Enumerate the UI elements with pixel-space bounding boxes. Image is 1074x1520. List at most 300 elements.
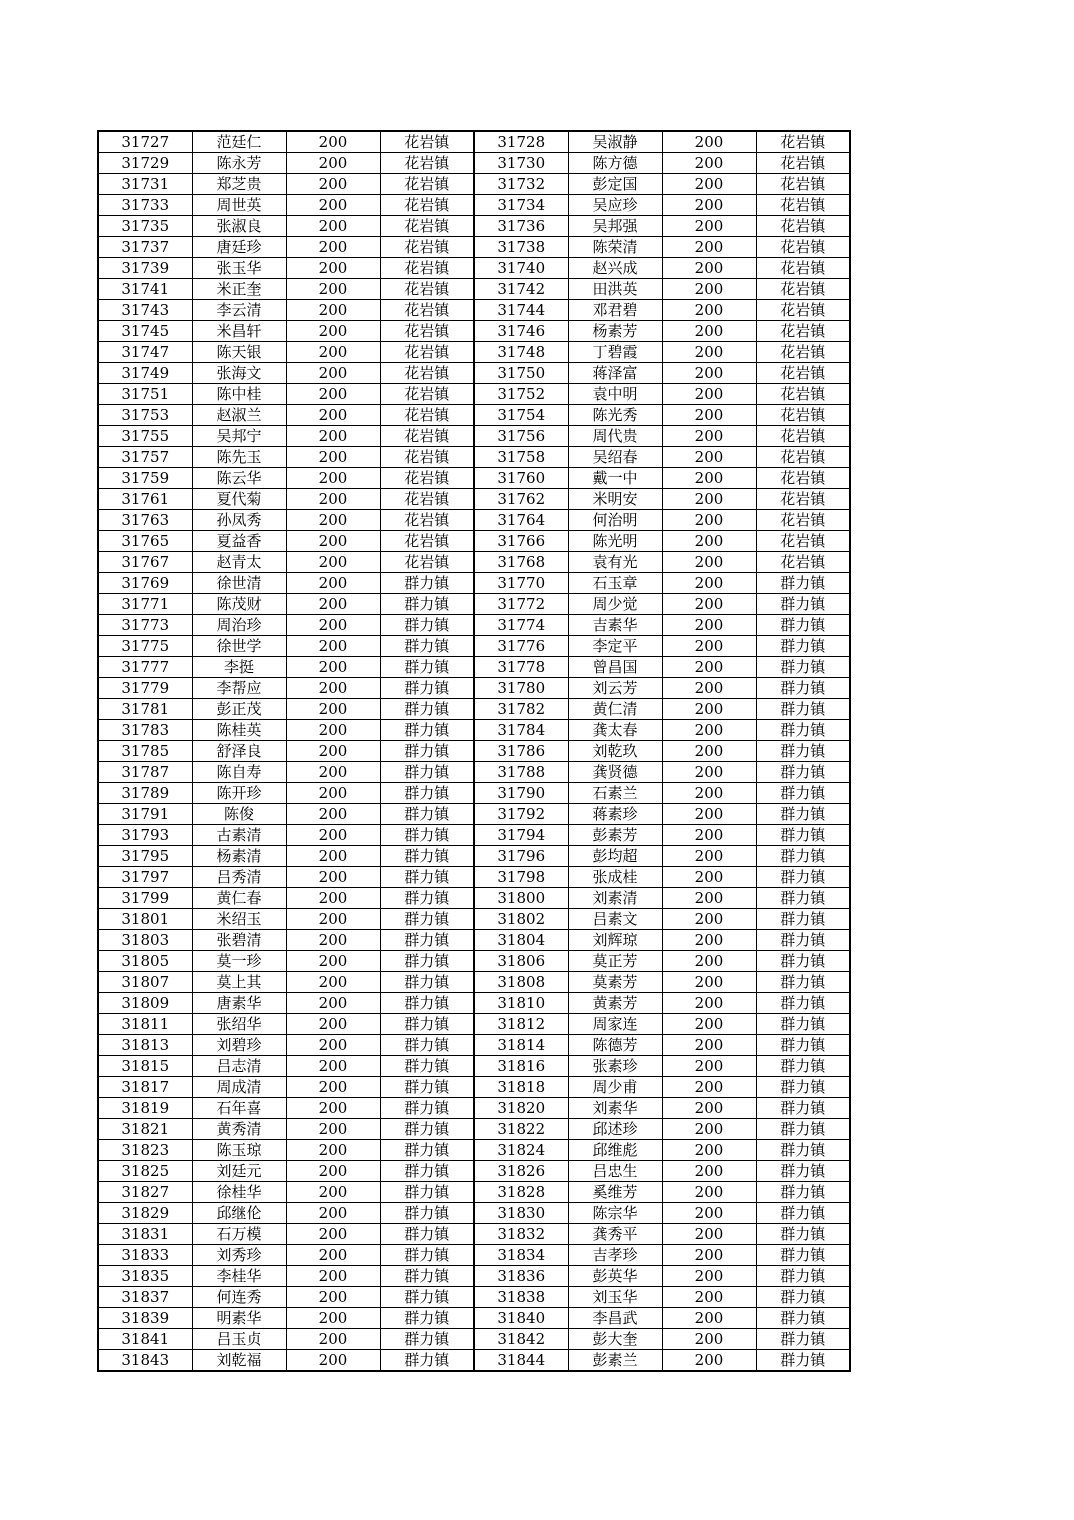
name-cell: 徐世清: [192, 573, 286, 594]
name-cell: 陈桂英: [192, 720, 286, 741]
table-row: [98, 216, 850, 237]
name-cell: 龚秀平: [568, 1224, 662, 1245]
amount-cell: 200: [286, 783, 380, 804]
id-cell: 31837: [98, 1287, 192, 1308]
town-cell: 群力镇: [756, 825, 850, 846]
town-cell: 花岩镇: [756, 363, 850, 384]
id-cell: 31748: [474, 342, 568, 363]
amount-cell: 200: [286, 1035, 380, 1056]
name-cell: 郑芝贵: [192, 174, 286, 195]
table-row: [98, 279, 850, 300]
name-cell: 陈永芳: [192, 153, 286, 174]
town-cell: 群力镇: [756, 846, 850, 867]
name-cell: 刘云芳: [568, 678, 662, 699]
name-cell: 何连秀: [192, 1287, 286, 1308]
id-cell: 31776: [474, 636, 568, 657]
town-cell: 群力镇: [380, 825, 474, 846]
table-row: [98, 468, 850, 489]
amount-cell: 200: [286, 1350, 380, 1372]
id-cell: 31752: [474, 384, 568, 405]
id-cell: 31766: [474, 531, 568, 552]
town-cell: 群力镇: [756, 699, 850, 720]
town-cell: 群力镇: [756, 888, 850, 909]
table-row: [98, 405, 850, 426]
amount-cell: 200: [286, 405, 380, 426]
name-cell: 舒泽良: [192, 741, 286, 762]
amount-cell: 200: [286, 531, 380, 552]
id-cell: 31838: [474, 1287, 568, 1308]
id-cell: 31731: [98, 174, 192, 195]
id-cell: 31736: [474, 216, 568, 237]
amount-cell: 200: [662, 741, 756, 762]
town-cell: 群力镇: [380, 720, 474, 741]
id-cell: 31805: [98, 951, 192, 972]
table-row: [98, 258, 850, 279]
town-cell: 花岩镇: [756, 384, 850, 405]
table-row: [98, 594, 850, 615]
id-cell: 31810: [474, 993, 568, 1014]
amount-cell: 200: [286, 1098, 380, 1119]
town-cell: 群力镇: [380, 1098, 474, 1119]
name-cell: 李帮应: [192, 678, 286, 699]
town-cell: 花岩镇: [380, 279, 474, 300]
id-cell: 31817: [98, 1077, 192, 1098]
table-row: [98, 321, 850, 342]
id-cell: 31735: [98, 216, 192, 237]
table-row: [98, 363, 850, 384]
town-cell: 花岩镇: [380, 531, 474, 552]
town-cell: 群力镇: [756, 951, 850, 972]
name-cell: 吉孝珍: [568, 1245, 662, 1266]
town-cell: 群力镇: [756, 1350, 850, 1372]
name-cell: 夏益香: [192, 531, 286, 552]
id-cell: 31730: [474, 153, 568, 174]
amount-cell: 200: [662, 804, 756, 825]
amount-cell: 200: [662, 783, 756, 804]
amount-cell: 200: [286, 1140, 380, 1161]
amount-cell: 200: [662, 552, 756, 573]
name-cell: 李桂华: [192, 1266, 286, 1287]
town-cell: 群力镇: [756, 741, 850, 762]
amount-cell: 200: [662, 1287, 756, 1308]
table-row: [98, 846, 850, 867]
town-cell: 群力镇: [380, 783, 474, 804]
id-cell: 31743: [98, 300, 192, 321]
amount-cell: 200: [662, 342, 756, 363]
table-row: [98, 741, 850, 762]
name-cell: 陈荣清: [568, 237, 662, 258]
amount-cell: 200: [286, 825, 380, 846]
id-cell: 31779: [98, 678, 192, 699]
table-row: [98, 573, 850, 594]
amount-cell: 200: [286, 174, 380, 195]
name-cell: 夏代菊: [192, 489, 286, 510]
name-cell: 张成桂: [568, 867, 662, 888]
name-cell: 陈方德: [568, 153, 662, 174]
name-cell: 周世英: [192, 195, 286, 216]
name-cell: 黄素芳: [568, 993, 662, 1014]
amount-cell: 200: [286, 909, 380, 930]
id-cell: 31782: [474, 699, 568, 720]
name-cell: 张碧清: [192, 930, 286, 951]
table-row: [98, 657, 850, 678]
town-cell: 群力镇: [756, 1203, 850, 1224]
town-cell: 群力镇: [756, 1098, 850, 1119]
town-cell: 花岩镇: [756, 237, 850, 258]
town-cell: 花岩镇: [380, 552, 474, 573]
id-cell: 31768: [474, 552, 568, 573]
name-cell: 陈光明: [568, 531, 662, 552]
id-cell: 31778: [474, 657, 568, 678]
amount-cell: 200: [286, 426, 380, 447]
town-cell: 群力镇: [756, 1308, 850, 1329]
id-cell: 31799: [98, 888, 192, 909]
amount-cell: 200: [662, 993, 756, 1014]
id-cell: 31818: [474, 1077, 568, 1098]
id-cell: 31833: [98, 1245, 192, 1266]
amount-cell: 200: [286, 468, 380, 489]
table-row: [98, 972, 850, 993]
name-cell: 陈宗华: [568, 1203, 662, 1224]
table-row: [98, 300, 850, 321]
amount-cell: 200: [662, 131, 756, 153]
town-cell: 群力镇: [380, 1161, 474, 1182]
table-row: [98, 1119, 850, 1140]
id-cell: 31777: [98, 657, 192, 678]
id-cell: 31780: [474, 678, 568, 699]
table-row: [98, 153, 850, 174]
amount-cell: 200: [286, 1266, 380, 1287]
town-cell: 群力镇: [756, 867, 850, 888]
table-row: [98, 1245, 850, 1266]
table-row: [98, 699, 850, 720]
id-cell: 31825: [98, 1161, 192, 1182]
name-cell: 徐世学: [192, 636, 286, 657]
town-cell: 群力镇: [380, 1056, 474, 1077]
name-cell: 刘廷元: [192, 1161, 286, 1182]
name-cell: 黄秀清: [192, 1119, 286, 1140]
name-cell: 陈光秀: [568, 405, 662, 426]
table-row: [98, 1224, 850, 1245]
table-row: [98, 131, 850, 153]
id-cell: 31775: [98, 636, 192, 657]
town-cell: 花岩镇: [380, 447, 474, 468]
town-cell: 花岩镇: [380, 489, 474, 510]
town-cell: 群力镇: [756, 762, 850, 783]
name-cell: 吴应珍: [568, 195, 662, 216]
town-cell: 群力镇: [380, 636, 474, 657]
table-row: [98, 1056, 850, 1077]
id-cell: 31820: [474, 1098, 568, 1119]
town-cell: 花岩镇: [756, 153, 850, 174]
table-row: [98, 720, 850, 741]
name-cell: 吕志清: [192, 1056, 286, 1077]
id-cell: 31823: [98, 1140, 192, 1161]
amount-cell: 200: [662, 1056, 756, 1077]
id-cell: 31783: [98, 720, 192, 741]
name-cell: 米正奎: [192, 279, 286, 300]
name-cell: 石年喜: [192, 1098, 286, 1119]
name-cell: 龚贤德: [568, 762, 662, 783]
town-cell: 群力镇: [380, 1182, 474, 1203]
name-cell: 范廷仁: [192, 131, 286, 153]
town-cell: 花岩镇: [380, 216, 474, 237]
id-cell: 31733: [98, 195, 192, 216]
amount-cell: 200: [662, 825, 756, 846]
table-row: [98, 1182, 850, 1203]
town-cell: 群力镇: [756, 1224, 850, 1245]
town-cell: 花岩镇: [380, 195, 474, 216]
id-cell: 31728: [474, 131, 568, 153]
town-cell: 群力镇: [756, 1182, 850, 1203]
name-cell: 周治珍: [192, 615, 286, 636]
name-cell: 黄仁清: [568, 699, 662, 720]
table-row: [98, 909, 850, 930]
table-row: [98, 1308, 850, 1329]
amount-cell: 200: [662, 867, 756, 888]
name-cell: 米明安: [568, 489, 662, 510]
table-row: [98, 342, 850, 363]
name-cell: 周家连: [568, 1014, 662, 1035]
amount-cell: 200: [662, 237, 756, 258]
name-cell: 吕秀清: [192, 867, 286, 888]
amount-cell: 200: [662, 1203, 756, 1224]
table-row: [98, 384, 850, 405]
amount-cell: 200: [286, 1308, 380, 1329]
table-row: [98, 1098, 850, 1119]
amount-cell: 200: [662, 1245, 756, 1266]
table-row: [98, 447, 850, 468]
name-cell: 刘秀珍: [192, 1245, 286, 1266]
town-cell: 群力镇: [380, 1308, 474, 1329]
id-cell: 31811: [98, 1014, 192, 1035]
id-cell: 31844: [474, 1350, 568, 1372]
name-cell: 张绍华: [192, 1014, 286, 1035]
id-cell: 31792: [474, 804, 568, 825]
table-row: [98, 1203, 850, 1224]
amount-cell: 200: [286, 1056, 380, 1077]
roster-table: [97, 130, 851, 1372]
name-cell: 吕忠生: [568, 1161, 662, 1182]
amount-cell: 200: [662, 1140, 756, 1161]
town-cell: 群力镇: [380, 1035, 474, 1056]
amount-cell: 200: [286, 678, 380, 699]
id-cell: 31742: [474, 279, 568, 300]
name-cell: 刘乾福: [192, 1350, 286, 1372]
amount-cell: 200: [286, 615, 380, 636]
id-cell: 31751: [98, 384, 192, 405]
table-row: [98, 930, 850, 951]
name-cell: 彭英华: [568, 1266, 662, 1287]
id-cell: 31744: [474, 300, 568, 321]
id-cell: 31839: [98, 1308, 192, 1329]
name-cell: 赵青太: [192, 552, 286, 573]
town-cell: 群力镇: [756, 1266, 850, 1287]
id-cell: 31759: [98, 468, 192, 489]
name-cell: 石万模: [192, 1224, 286, 1245]
name-cell: 莫一珍: [192, 951, 286, 972]
table-row: [98, 678, 850, 699]
id-cell: 31843: [98, 1350, 192, 1372]
id-cell: 31808: [474, 972, 568, 993]
table-row: [98, 489, 850, 510]
amount-cell: 200: [662, 1329, 756, 1350]
amount-cell: 200: [662, 678, 756, 699]
name-cell: 邱述珍: [568, 1119, 662, 1140]
amount-cell: 200: [662, 594, 756, 615]
name-cell: 刘素清: [568, 888, 662, 909]
amount-cell: 200: [286, 741, 380, 762]
id-cell: 31771: [98, 594, 192, 615]
town-cell: 花岩镇: [756, 131, 850, 153]
town-cell: 群力镇: [756, 1014, 850, 1035]
town-cell: 群力镇: [380, 1287, 474, 1308]
town-cell: 群力镇: [756, 1140, 850, 1161]
name-cell: 明素华: [192, 1308, 286, 1329]
id-cell: 31754: [474, 405, 568, 426]
id-cell: 31727: [98, 131, 192, 153]
town-cell: 花岩镇: [756, 342, 850, 363]
town-cell: 群力镇: [756, 636, 850, 657]
id-cell: 31790: [474, 783, 568, 804]
town-cell: 花岩镇: [380, 363, 474, 384]
town-cell: 群力镇: [380, 762, 474, 783]
name-cell: 黄仁春: [192, 888, 286, 909]
id-cell: 31784: [474, 720, 568, 741]
name-cell: 蒋素珍: [568, 804, 662, 825]
amount-cell: 200: [286, 594, 380, 615]
amount-cell: 200: [662, 909, 756, 930]
town-cell: 花岩镇: [380, 237, 474, 258]
name-cell: 彭大奎: [568, 1329, 662, 1350]
name-cell: 龚太春: [568, 720, 662, 741]
town-cell: 群力镇: [380, 1203, 474, 1224]
amount-cell: 200: [662, 930, 756, 951]
town-cell: 花岩镇: [756, 300, 850, 321]
name-cell: 莫上其: [192, 972, 286, 993]
town-cell: 群力镇: [380, 951, 474, 972]
town-cell: 花岩镇: [756, 405, 850, 426]
town-cell: 群力镇: [380, 1014, 474, 1035]
town-cell: 群力镇: [380, 699, 474, 720]
amount-cell: 200: [662, 174, 756, 195]
id-cell: 31840: [474, 1308, 568, 1329]
town-cell: 群力镇: [756, 1161, 850, 1182]
town-cell: 群力镇: [380, 804, 474, 825]
name-cell: 周成清: [192, 1077, 286, 1098]
name-cell: 陈先玉: [192, 447, 286, 468]
amount-cell: 200: [286, 510, 380, 531]
id-cell: 31788: [474, 762, 568, 783]
amount-cell: 200: [286, 1203, 380, 1224]
amount-cell: 200: [662, 489, 756, 510]
amount-cell: 200: [662, 1266, 756, 1287]
id-cell: 31794: [474, 825, 568, 846]
name-cell: 李挺: [192, 657, 286, 678]
name-cell: 吕素文: [568, 909, 662, 930]
town-cell: 群力镇: [380, 741, 474, 762]
name-cell: 刘玉华: [568, 1287, 662, 1308]
name-cell: 赵淑兰: [192, 405, 286, 426]
name-cell: 李昌武: [568, 1308, 662, 1329]
amount-cell: 200: [662, 405, 756, 426]
amount-cell: 200: [662, 699, 756, 720]
town-cell: 群力镇: [380, 1224, 474, 1245]
amount-cell: 200: [662, 195, 756, 216]
name-cell: 曾昌国: [568, 657, 662, 678]
town-cell: 群力镇: [380, 678, 474, 699]
id-cell: 31793: [98, 825, 192, 846]
id-cell: 31813: [98, 1035, 192, 1056]
name-cell: 吴邦宁: [192, 426, 286, 447]
town-cell: 花岩镇: [756, 174, 850, 195]
name-cell: 袁有光: [568, 552, 662, 573]
name-cell: 徐桂华: [192, 1182, 286, 1203]
name-cell: 奚维芳: [568, 1182, 662, 1203]
town-cell: 群力镇: [380, 573, 474, 594]
table-row: [98, 174, 850, 195]
id-cell: 31806: [474, 951, 568, 972]
name-cell: 米绍玉: [192, 909, 286, 930]
name-cell: 杨素清: [192, 846, 286, 867]
amount-cell: 200: [286, 258, 380, 279]
name-cell: 吴淑静: [568, 131, 662, 153]
town-cell: 群力镇: [756, 1329, 850, 1350]
town-cell: 群力镇: [380, 972, 474, 993]
id-cell: 31819: [98, 1098, 192, 1119]
town-cell: 花岩镇: [380, 321, 474, 342]
id-cell: 31801: [98, 909, 192, 930]
town-cell: 花岩镇: [756, 426, 850, 447]
id-cell: 31729: [98, 153, 192, 174]
name-cell: 周少甫: [568, 1077, 662, 1098]
table-row: [98, 1266, 850, 1287]
town-cell: 花岩镇: [380, 384, 474, 405]
amount-cell: 200: [286, 972, 380, 993]
name-cell: 张玉华: [192, 258, 286, 279]
name-cell: 彭正茂: [192, 699, 286, 720]
amount-cell: 200: [286, 888, 380, 909]
town-cell: 花岩镇: [380, 258, 474, 279]
name-cell: 戴一中: [568, 468, 662, 489]
amount-cell: 200: [286, 804, 380, 825]
id-cell: 31812: [474, 1014, 568, 1035]
id-cell: 31739: [98, 258, 192, 279]
town-cell: 花岩镇: [756, 216, 850, 237]
name-cell: 田洪英: [568, 279, 662, 300]
amount-cell: 200: [286, 1182, 380, 1203]
amount-cell: 200: [286, 1077, 380, 1098]
town-cell: 花岩镇: [756, 552, 850, 573]
id-cell: 31738: [474, 237, 568, 258]
table-row: [98, 993, 850, 1014]
id-cell: 31749: [98, 363, 192, 384]
id-cell: 31841: [98, 1329, 192, 1350]
amount-cell: 200: [286, 699, 380, 720]
amount-cell: 200: [286, 1161, 380, 1182]
name-cell: 袁中明: [568, 384, 662, 405]
town-cell: 群力镇: [380, 1245, 474, 1266]
amount-cell: 200: [286, 993, 380, 1014]
amount-cell: 200: [286, 1119, 380, 1140]
amount-cell: 200: [662, 531, 756, 552]
amount-cell: 200: [286, 300, 380, 321]
amount-cell: 200: [286, 636, 380, 657]
table-row: [98, 237, 850, 258]
name-cell: 吉素华: [568, 615, 662, 636]
name-cell: 周代贵: [568, 426, 662, 447]
id-cell: 31765: [98, 531, 192, 552]
